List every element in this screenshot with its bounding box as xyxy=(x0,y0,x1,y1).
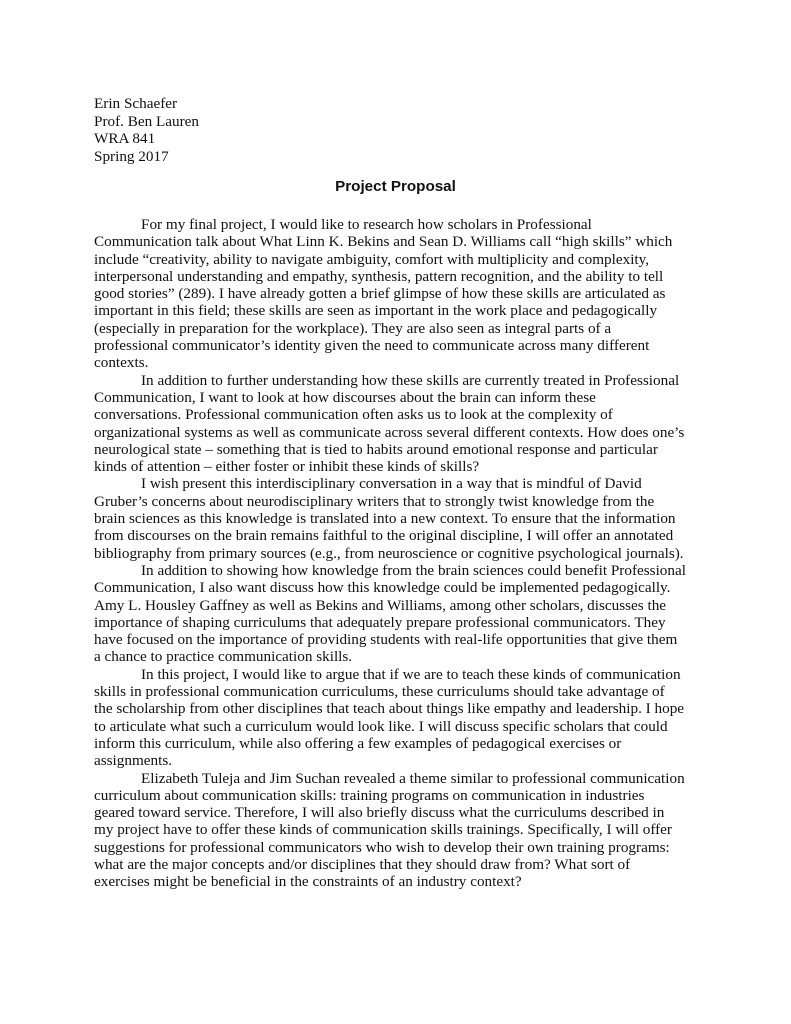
document-header xyxy=(94,95,199,165)
body-line: the scholarship from other disciplines that teach about things like empathy and leadership. I hope xyxy=(94,700,685,718)
body-line: assignments. xyxy=(94,752,173,770)
body-line: have focused on the importance of providing students with real-life opportunities that give them xyxy=(94,631,678,649)
body-line: interpersonal understanding and empathy, synthesis, pattern recognition, and the ability to tell xyxy=(94,267,664,285)
body-line: to articulate what such a curriculum would look like. I will discuss specific scholars that could xyxy=(94,717,668,735)
body-line: Gruber’s concerns about neurodisciplinary writers that to strongly twist knowledge from the xyxy=(94,492,655,510)
body-line: suggestions for professional communicators who wish to develop their own training programs: xyxy=(94,838,670,856)
body-line: conversations. Professional communication often asks us to look at the complexity of xyxy=(94,406,613,424)
body-line: good stories” (289). I have already gotten a brief glimpse of how these skills are articulated as xyxy=(94,285,666,303)
body-line: exercises might be beneficial in the constraints of an industry context? xyxy=(94,873,522,891)
body-line: contexts. xyxy=(94,354,149,372)
body-line: what are the major concepts and/or disciplines that they should draw from? What sort of xyxy=(94,855,631,873)
body-line: kinds of attention – either foster or inhibit these kinds of skills? xyxy=(94,458,480,476)
body-line: importance of shaping curriculums that adequately prepare professional communicators. They xyxy=(94,613,666,631)
body-line: neurological state – something that is tied to habits around emotional response and particular xyxy=(94,440,658,458)
body-line: Communication, I also want discuss how this knowledge could be implemented pedagogically. xyxy=(94,579,671,597)
course-code: WRA 841 xyxy=(94,130,156,148)
body-line: brain sciences as this knowledge is translated into a new context. To ensure that the information xyxy=(94,510,676,528)
body-line: skills in professional communication curriculums, these curriculums should take advantage of xyxy=(94,683,665,701)
body-line: curriculum about communication skills: training programs on communication in industries xyxy=(94,786,645,804)
body-line: my project have to offer these kinds of communication skills trainings. Specifically, I will offer xyxy=(94,821,672,839)
body-line: Communication talk about What Linn K. Bekins and Sean D. Williams call “high skills” which xyxy=(94,233,673,251)
body-line: In this project, I would like to argue that if we are to teach these kinds of communication xyxy=(141,665,681,683)
document-body xyxy=(94,216,706,891)
term: Spring 2017 xyxy=(94,147,169,165)
body-line: (especially in preparation for the workplace). They are also seen as integral parts of a xyxy=(94,319,612,337)
body-line: include “creativity, ability to navigate ambiguity, comfort with multiplicity and complexity, xyxy=(94,250,650,268)
instructor-name: Prof. Ben Lauren xyxy=(94,112,200,130)
body-line: Elizabeth Tuleja and Jim Suchan revealed a theme similar to professional communication xyxy=(141,769,685,787)
document-title: Project Proposal xyxy=(335,178,456,195)
body-line: In addition to showing how knowledge from the brain sciences could benefit Professional xyxy=(141,561,686,579)
body-line: geared toward service. Therefore, I will also briefly discuss what the curriculums described in xyxy=(94,804,665,822)
body-line: I wish present this interdisciplinary conversation in a way that is mindful of David xyxy=(141,475,642,493)
body-line: For my final project, I would like to research how scholars in Professional xyxy=(141,216,592,233)
author-name: Erin Schaefer xyxy=(94,95,178,112)
body-line: professional communicator’s identity given the need to communicate across many different xyxy=(94,337,650,355)
body-line: organizational systems as well as communicate across several different contexts. How does one’s xyxy=(94,423,685,441)
body-line: Amy L. Housley Gaffney as well as Bekins and Williams, among other scholars, discusses the xyxy=(94,596,667,614)
body-line: In addition to further understanding how these skills are currently treated in Professional xyxy=(141,371,680,389)
body-line: bibliography from primary sources (e.g., from neuroscience or cognitive psychological journals). xyxy=(94,544,684,562)
body-line: from discourses on the brain remains faithful to the original discipline, I will offer an annotated xyxy=(94,527,674,545)
body-line: important in this field; these skills are seen as important in the work place and pedagogically xyxy=(94,302,658,320)
body-line: inform this curriculum, while also offering a few examples of pedagogical exercises or xyxy=(94,734,622,752)
body-line: Communication, I want to look at how discourses about the brain can inform these xyxy=(94,388,596,406)
body-line: a chance to practice communication skills. xyxy=(94,648,353,666)
